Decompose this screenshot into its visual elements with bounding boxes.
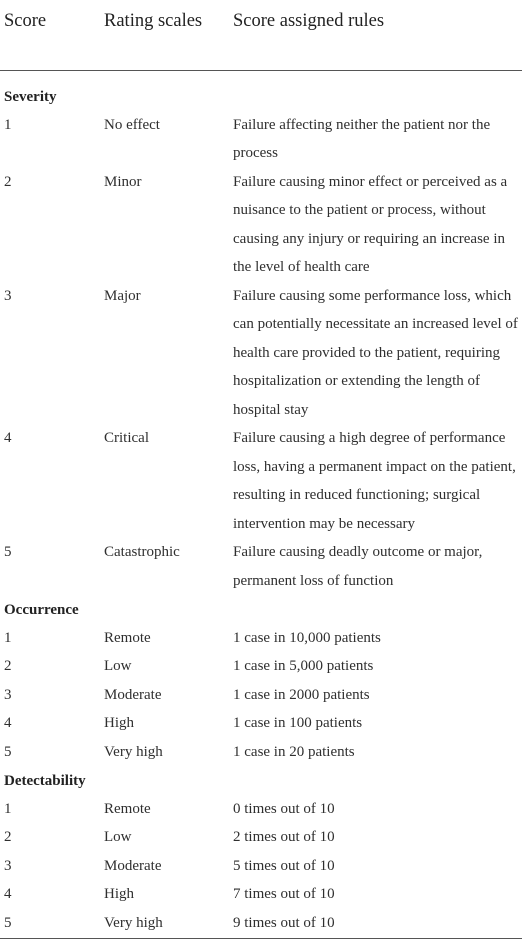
rule-cell: Failure affecting neither the patient nor the process: [233, 116, 491, 161]
rating-cell: Low: [104, 658, 132, 674]
table-row: [0, 795, 522, 824]
table-row: [0, 852, 522, 881]
table-row: [0, 738, 522, 767]
score-cell: 2: [4, 658, 12, 674]
rule-cell: 1 case in 100 patients: [233, 715, 363, 731]
rule-cell: Failure causing a high degree of performance loss, having a permanent impact on the patient, resulting in reduced functioning; surgical intervention may be necessary: [233, 430, 516, 532]
rating-cell: Very high: [104, 743, 163, 760]
rating-cell: Remote: [104, 800, 151, 817]
header-rating-scales: Rating scales: [104, 11, 203, 31]
score-cell: 4: [4, 715, 12, 731]
section-row-detectability: [0, 766, 522, 795]
section-title: Severity: [4, 89, 57, 105]
score-cell: 3: [4, 686, 12, 703]
rule-cell: 0 times out of 10: [233, 800, 335, 817]
rating-cell: High: [104, 886, 134, 902]
rating-cell: Moderate: [104, 686, 162, 703]
rating-cell: Very high: [104, 914, 163, 931]
table-header: [0, 0, 522, 71]
section-row-severity: [0, 82, 522, 111]
table-row: [0, 538, 522, 595]
rule-cell: 2 times out of 10: [233, 829, 335, 845]
rule-cell: Failure causing some performance loss, which can potentially necessitate an increased level of health care provided to the patient, requiring hospitalization or extending the length of hospital stay: [233, 287, 518, 418]
table-bottom-rule: [0, 938, 522, 939]
score-cell: 5: [4, 544, 12, 560]
section-title: Detectability: [4, 773, 86, 789]
rating-cell: Low: [104, 829, 132, 845]
rating-cell: Remote: [104, 629, 151, 646]
score-cell: 5: [4, 914, 12, 931]
score-cell: 3: [4, 287, 12, 304]
score-cell: 4: [4, 886, 12, 902]
table-row: [0, 652, 522, 681]
rule-cell: Failure causing minor effect or perceived as a nuisance to the patient or process, without causing any injury or requiring an increase in the level of health care: [233, 173, 508, 275]
rating-cell: Critical: [104, 430, 149, 446]
score-cell: 5: [4, 743, 12, 760]
rating-cell: Minor: [104, 173, 142, 190]
rating-cell: Moderate: [104, 857, 162, 874]
score-cell: 1: [4, 116, 12, 133]
score-cell: 4: [4, 430, 12, 446]
table-row: [0, 681, 522, 710]
rating-cell: High: [104, 715, 134, 731]
rule-cell: 9 times out of 10: [233, 914, 335, 931]
table-row: [0, 823, 522, 852]
rule-cell: Failure causing deadly outcome or major, permanent loss of function: [233, 544, 483, 589]
table-row: [0, 111, 522, 168]
score-cell: 2: [4, 173, 12, 190]
header-score-assigned-rules: Score assigned rules: [233, 11, 385, 31]
rule-cell: 1 case in 2000 patients: [233, 686, 370, 703]
score-cell: 1: [4, 800, 12, 817]
table-row: [0, 709, 522, 738]
table-body: [0, 82, 522, 937]
table-row: [0, 880, 522, 909]
score-cell: 3: [4, 857, 12, 874]
header-score: Score: [4, 11, 47, 31]
rule-cell: 1 case in 5,000 patients: [233, 658, 374, 674]
table-row: [0, 424, 522, 538]
rule-cell: 1 case in 20 patients: [233, 743, 355, 760]
table-row: [0, 282, 522, 425]
section-title: Occurrence: [4, 602, 79, 618]
section-row-occurrence: [0, 595, 522, 624]
score-cell: 1: [4, 629, 12, 646]
table-row: [0, 624, 522, 653]
rule-cell: 1 case in 10,000 patients: [233, 629, 381, 646]
table-row: [0, 168, 522, 282]
rule-cell: 5 times out of 10: [233, 857, 335, 874]
table-row: [0, 909, 522, 938]
rating-cell: Catastrophic: [104, 544, 180, 560]
score-cell: 2: [4, 829, 12, 845]
rating-cell: Major: [104, 287, 141, 304]
rule-cell: 7 times out of 10: [233, 886, 335, 902]
rating-cell: No effect: [104, 116, 160, 133]
